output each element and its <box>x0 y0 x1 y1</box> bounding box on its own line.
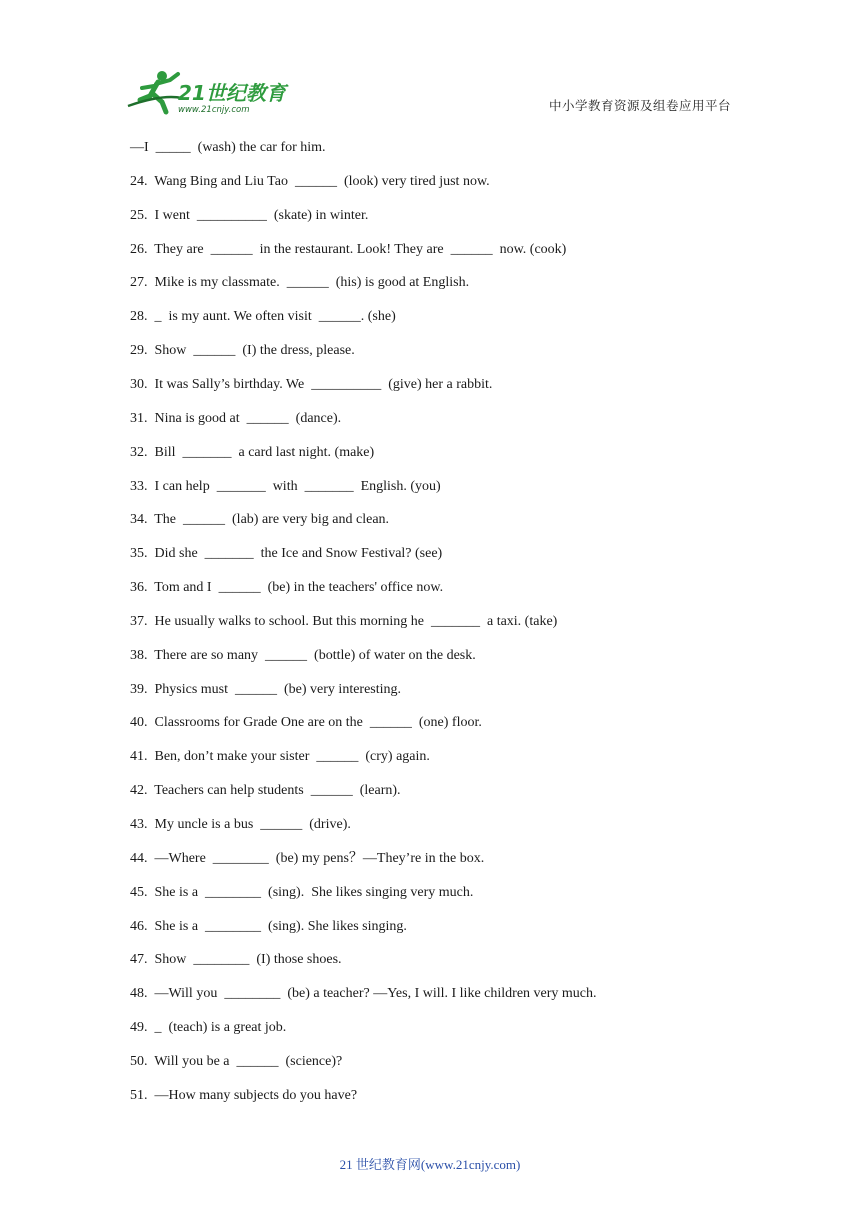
question-item: 42. Teachers can help students ______ (learn). <box>130 783 401 799</box>
question-item: 30. It was Sally’s birthday. We __________ (give) her a rabbit. <box>130 376 493 392</box>
question-item: 31. Nina is good at ______ (dance). <box>130 410 342 426</box>
question-item: 39. Physics must ______ (be) very interesting. <box>130 681 402 697</box>
question-item: 44. —Where ________ (be) my pens？—They’re in the box. <box>130 850 485 866</box>
question-item: 35. Did she _______ the Ice and Snow Festival? (see) <box>130 546 443 562</box>
runner-icon <box>128 71 182 112</box>
brand-logo <box>122 66 292 118</box>
question-item: 47. Show ________ (I) those shoes. <box>130 952 342 968</box>
question-item: 45. She is a ________ (sing). She likes singing very much. <box>130 884 474 900</box>
question-item: 49. _ (teach) is a great job. <box>130 1020 287 1036</box>
question-item: 50. Will you be a ______ (science)? <box>130 1053 343 1069</box>
question-item: 46. She is a ________ (sing). She likes singing. <box>130 918 407 934</box>
question-item: 36. Tom and I ______ (be) in the teachers' office now. <box>130 580 444 596</box>
question-item: 48. —Will you ________ (be) a teacher? —Yes, I will. I like children very much. <box>130 986 597 1002</box>
question-item: 41. Ben, don’t make your sister ______ (cry) again. <box>130 749 430 765</box>
question-item: —I _____ (wash) the car for him. <box>130 140 326 155</box>
question-item: 38. There are so many ______ (bottle) of water on the desk. <box>130 647 476 663</box>
question-item: 33. I can help _______ with _______ English. (you) <box>130 478 441 494</box>
page-footer: 21 世纪教育网(www.21cnjy.com) <box>339 1157 521 1172</box>
question-item: 29. Show ______ (I) the dress, please. <box>130 343 355 359</box>
question-item: 43. My uncle is a bus ______ (drive). <box>130 817 351 832</box>
question-item: 24. Wang Bing and Liu Tao ______ (look) very tired just now. <box>130 173 490 189</box>
question-item: 34. The ______ (lab) are very big and clean. <box>130 512 390 528</box>
logo-text: 21世纪教育 <box>178 81 286 105</box>
question-item: 32. Bill _______ a card last night. (make) <box>130 444 375 460</box>
header-tagline: 中小学教育资源及组卷应用平台 <box>549 98 732 113</box>
question-item: 28. _ is my aunt. We often visit ______. (she) <box>130 309 396 325</box>
question-item: 25. I went __________ (skate) in winter. <box>130 207 369 223</box>
page-header <box>0 0 860 125</box>
question-item: 26. They are ______ in the restaurant. Look! They are ______ now. (cook) <box>130 241 567 257</box>
question-item: 27. Mike is my classmate. ______ (his) is good at English. <box>130 275 470 291</box>
question-item: 51. —How many subjects do you have? <box>130 1087 358 1103</box>
question-item: 40. Classrooms for Grade One are on the ______ (one) floor. <box>130 715 482 731</box>
logo-url: www.21cnjy.com <box>178 105 250 115</box>
question-item: 37. He usually walks to school. But this morning he _______ a taxi. (take) <box>130 613 558 629</box>
